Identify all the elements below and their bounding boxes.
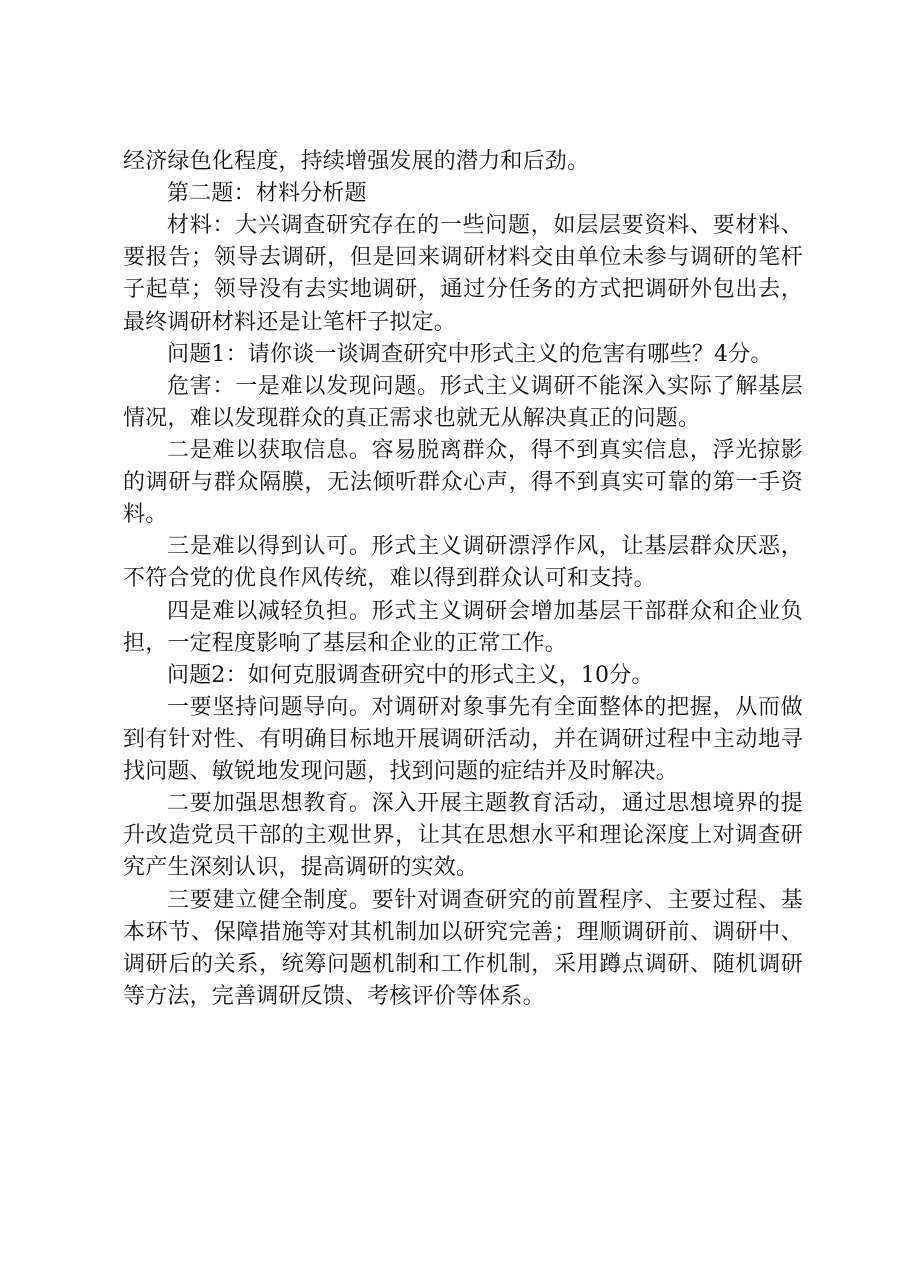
question-two-heading: 问题2：如何克服调查研究中的形式主义，10分。 bbox=[167, 662, 654, 688]
question-one-heading: 问题1：请你谈一谈调查研究中形式主义的危害有哪些？4分。 bbox=[167, 341, 773, 367]
harm-paragraph-two: 二是难以获取信息。容易脱离群众，得不到真实信息，浮光掠影的调研与群众隔膜，无法倾听群众心声，得不到真实可靠的第一手资料。 bbox=[123, 437, 803, 528]
paragraph-continuation: 经济绿色化程度，持续增强发展的潜力和后劲。 bbox=[123, 149, 590, 174]
document-body bbox=[123, 146, 803, 1013]
harm-paragraph-four: 四是难以减轻负担。形式主义调研会增加基层干部群众和企业负担，一定程度影响了基层和企业的正常工作。 bbox=[123, 598, 803, 656]
solution-paragraph-two: 二要加强思想教育。深入开展主题教育活动，通过思想境界的提升改造党员干部的主观世界，让其在思想水平和理论深度上对调查研究产生深刻认识，提高调研的实效。 bbox=[123, 791, 803, 881]
harm-paragraph-three: 三是难以得到认可。形式主义调研漂浮作风，让基层群众厌恶，不符合党的优良作风传统，难以得到群众认可和支持。 bbox=[123, 534, 803, 592]
harm-paragraph-one: 危害：一是难以发现问题。形式主义调研不能深入实际了解基层情况，难以发现群众的真正需求也就无从解决真正的问题。 bbox=[123, 373, 803, 431]
section-heading-question-two: 第二题：材料分析题 bbox=[167, 181, 367, 207]
solution-paragraph-three: 三要建立健全制度。要针对调查研究的前置程序、主要过程、基本环节、保障措施等对其机制加以研究完善；理顺调研前、调研中、调研后的关系，统筹问题机制和工作机制，采用蹲点调研、随机调研等方法，完善调研反馈、考核评价等体系。 bbox=[123, 887, 803, 1009]
material-paragraph: 材料：大兴调查研究存在的一些问题，如层层要资料、要材料、要报告；领导去调研，但是回来调研材料交由单位未参与调研的笔杆子起草；领导没有去实地调研，通过分任务的方式把调研外包出去，最终调研材料还是让笔杆子拟定。 bbox=[123, 213, 803, 335]
solution-paragraph-one: 一要坚持问题导向。对调研对象事先有全面整体的把握，从而做到有针对性、有明确目标地开展调研活动，并在调研过程中主动地寻找问题、敏锐地发现问题，找到问题的症结并及时解决。 bbox=[123, 694, 803, 785]
